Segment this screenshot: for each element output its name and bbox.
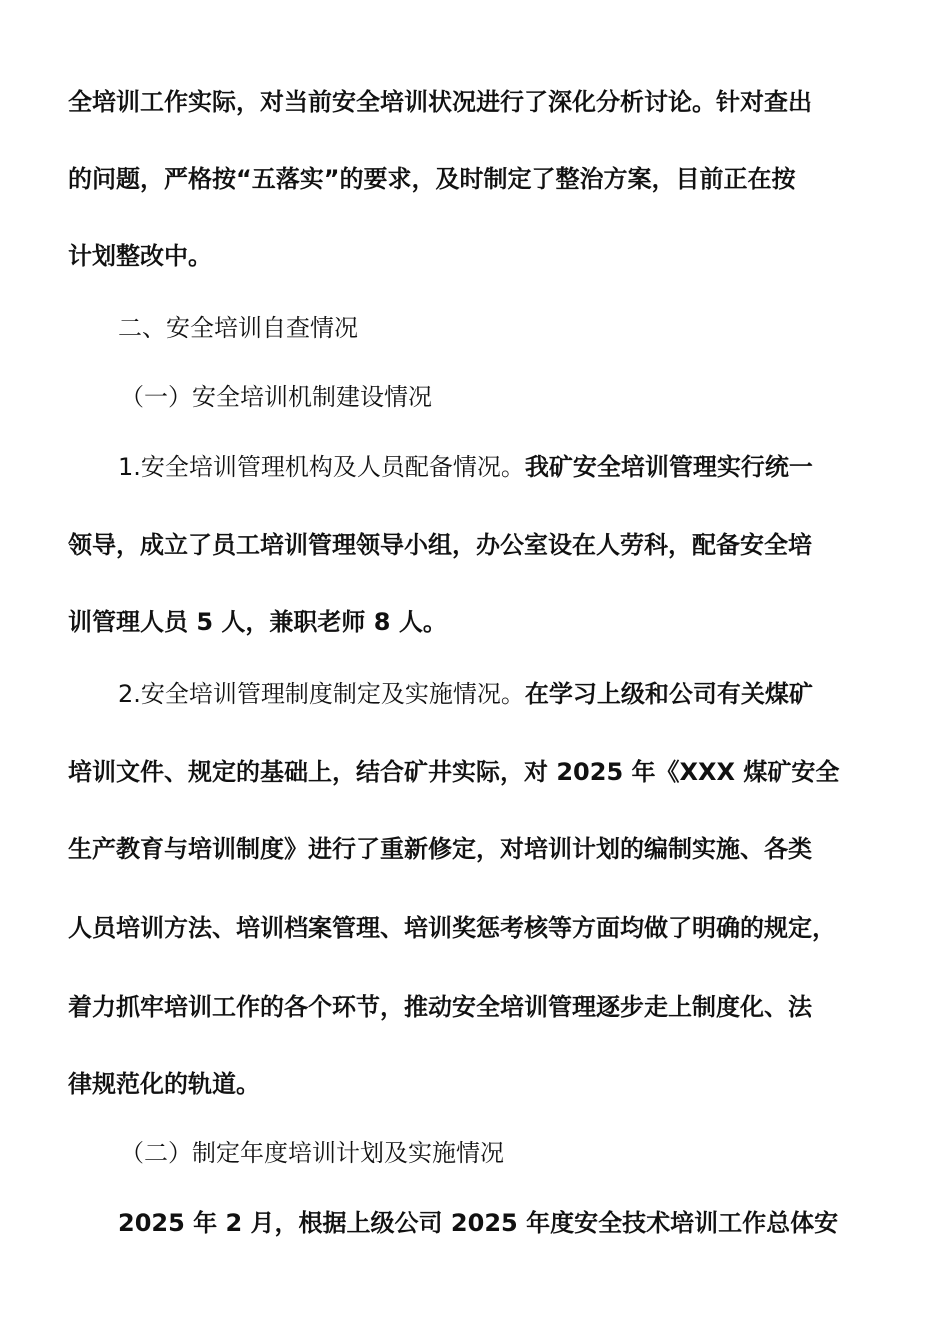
paragraph-line bbox=[68, 530, 812, 560]
subsection-heading bbox=[120, 1138, 504, 1168]
text-segment: 领导，成立了员工培训管理领导小组，办公室设在人劳科，配备安全培 bbox=[68, 531, 812, 559]
paragraph-line bbox=[68, 992, 812, 1022]
paragraph-line bbox=[68, 87, 812, 117]
text-segment: 生产教育与培训制度》进行了重新修定，对培训计划的编制实施、各类 bbox=[68, 835, 812, 863]
text-segment: （一）安全培训机制建设情况 bbox=[120, 383, 432, 411]
paragraph-line bbox=[68, 834, 812, 864]
paragraph-line bbox=[118, 1208, 838, 1238]
text-segment: 全培训工作实际，对当前安全培训状况进行了深化分析讨论。针对查出 bbox=[68, 88, 812, 116]
text-segment: 训管理人员 5 人，兼职老师 8 人。 bbox=[68, 608, 447, 636]
text-segment: 培训文件、规定的基础上，结合矿井实际，对 2025 年《XXX 煤矿安全 bbox=[68, 758, 840, 786]
text-segment: 二、安全培训自查情况 bbox=[118, 314, 358, 342]
text-segment: 计划整改中。 bbox=[68, 242, 212, 270]
paragraph-line bbox=[68, 757, 839, 787]
paragraph-line bbox=[68, 241, 212, 271]
text-segment: 人员培训方法、培训档案管理、培训奖惩考核等方面均做了明确的规定， bbox=[68, 914, 836, 942]
text-segment: 2025 年 2 月，根据上级公司 2025 年度安全技术培训工作总体安 bbox=[118, 1209, 839, 1237]
text-segment: 2.安全培训管理制度制定及实施情况。 bbox=[118, 680, 525, 708]
paragraph-line bbox=[68, 1069, 260, 1099]
paragraph-line bbox=[68, 607, 447, 637]
paragraph-line bbox=[118, 452, 813, 482]
paragraph-line bbox=[68, 913, 836, 943]
paragraph-line bbox=[68, 164, 796, 194]
text-segment: 的问题，严格按“五落实”的要求，及时制定了整治方案，目前正在按 bbox=[68, 165, 796, 193]
text-segment: （二）制定年度培训计划及实施情况 bbox=[120, 1139, 504, 1167]
section-heading bbox=[118, 313, 358, 343]
text-segment: 1.安全培训管理机构及人员配备情况。 bbox=[118, 453, 525, 481]
text-segment: 着力抓牢培训工作的各个环节，推动安全培训管理逐步走上制度化、法 bbox=[68, 993, 812, 1021]
text-segment: 在学习上级和公司有关煤矿 bbox=[524, 680, 813, 708]
text-segment: 我矿安全培训管理实行统一 bbox=[524, 453, 813, 481]
paragraph-line bbox=[118, 679, 813, 709]
text-segment: 律规范化的轨道。 bbox=[68, 1070, 260, 1098]
subsection-heading bbox=[120, 382, 432, 412]
